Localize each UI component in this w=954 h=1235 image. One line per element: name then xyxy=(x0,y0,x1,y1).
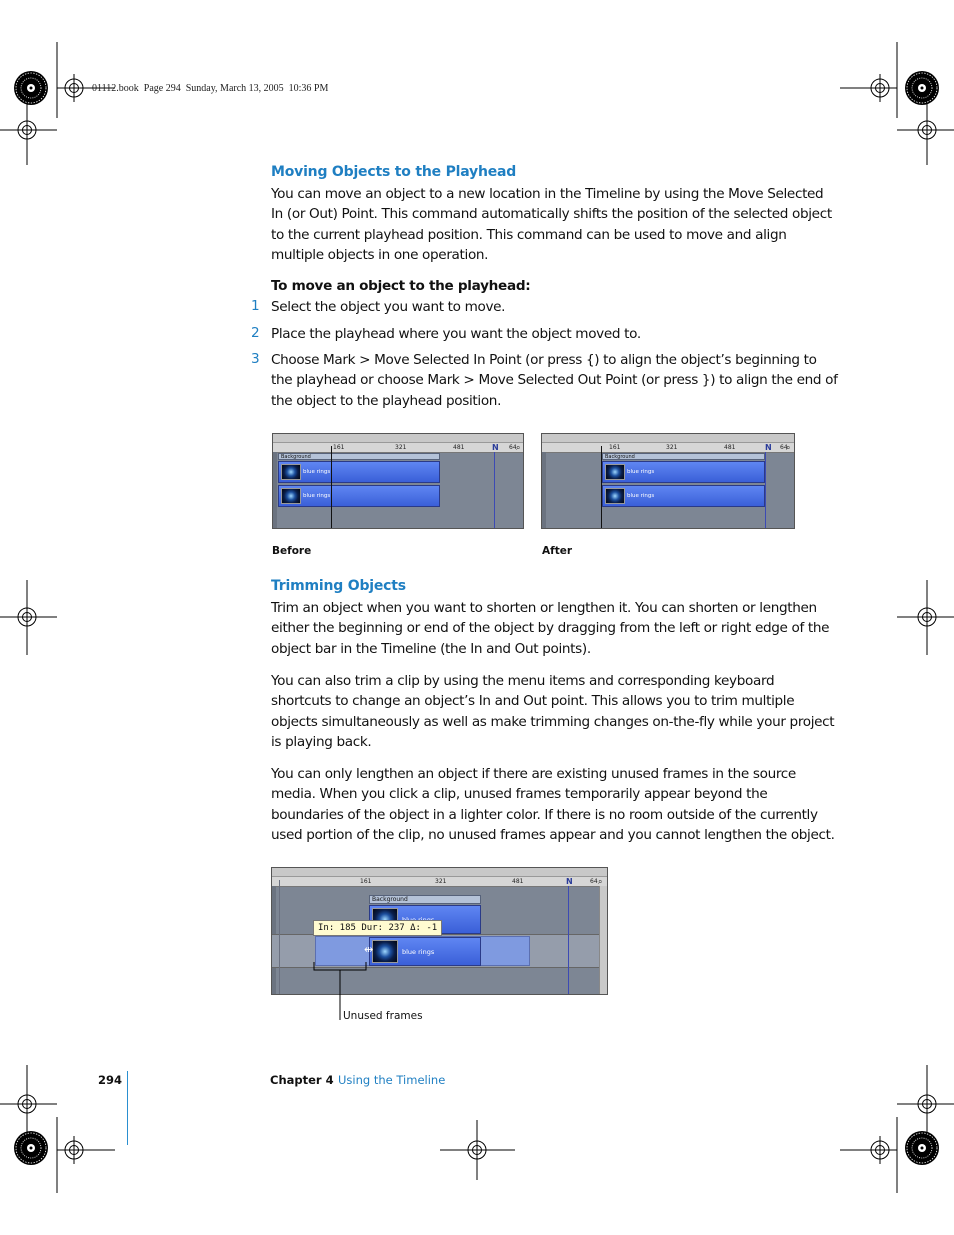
timeline-scrollbar xyxy=(599,886,607,994)
out-point-line xyxy=(765,452,766,528)
ruler-label: 481 xyxy=(724,444,736,451)
zoom-icon: ⌕ xyxy=(786,443,791,452)
ruler-label: 64 xyxy=(780,444,788,451)
timeline-ruler xyxy=(272,877,607,887)
ruler-label: 64 xyxy=(509,444,517,451)
text-line: You can only lengthen an object if there are existing unused frames in the source xyxy=(271,766,796,782)
timeline-toolbar xyxy=(273,434,523,443)
ruler-label: 321 xyxy=(435,878,447,885)
page-number: 294 xyxy=(98,1073,123,1087)
step-number: 3 xyxy=(251,351,260,367)
object-bar xyxy=(602,461,765,483)
clip-thumbnail xyxy=(605,464,625,480)
group-bar: Background xyxy=(602,453,765,460)
object-bar-label: blue rings xyxy=(303,493,331,499)
playhead-line xyxy=(331,446,332,528)
object-bar xyxy=(369,937,481,966)
step-number: 1 xyxy=(251,298,260,314)
timeline-sidebar xyxy=(542,452,546,528)
text-line: You can move an object to a new location in the Timeline by using the Move Selected xyxy=(271,186,824,202)
text-line: object bar in the Timeline (the In and Out points). xyxy=(271,640,591,657)
ruler-label: 321 xyxy=(666,444,678,451)
section-heading-moving-objects: Moving Objects to the Playhead xyxy=(271,164,517,180)
object-bar xyxy=(278,461,440,483)
text-line: the playhead or choose Mark > Move Selected Out Point (or press }) to align the end of xyxy=(271,372,838,389)
timeline-sidebar xyxy=(273,452,277,528)
task-title: To move an object to the playhead: xyxy=(271,278,531,294)
text-line: multiple objects in one operation. xyxy=(271,246,489,263)
zoom-icon: ⌕ xyxy=(598,877,603,886)
group-bar: Background xyxy=(278,453,440,460)
section2-paragraph-1 xyxy=(271,598,841,659)
text-line: In (or Out) Point. This command automatically shifts the position of the selected object xyxy=(271,206,832,223)
text-line: objects simultaneously as well as make trimming changes on-the-fly while your project xyxy=(271,713,835,730)
text-line: the object to the playhead position. xyxy=(271,392,502,409)
text-line: Place the playhead where you want the object moved to. xyxy=(271,326,641,342)
text-line: shortcuts to change an object’s In and Out point. This allows you to trim multiple xyxy=(271,693,795,710)
ruler-label: 161 xyxy=(333,444,345,451)
ruler-label: 481 xyxy=(512,878,524,885)
out-point-line xyxy=(494,452,495,528)
text-line: media. When you click a clip, unused frames temporarily appear beyond the xyxy=(271,786,768,803)
text-line: used portion of the clip, no unused frames appear and you cannot lengthen the object. xyxy=(271,826,835,843)
section2-paragraph-2 xyxy=(271,671,841,752)
text-line: Select the object you want to move. xyxy=(271,299,506,315)
object-bar xyxy=(278,485,440,507)
ruler-label: 161 xyxy=(609,444,621,451)
ruler-label: 161 xyxy=(360,878,372,885)
text-line: You can also trim a clip by using the menu items and corresponding keyboard xyxy=(271,673,775,689)
text-line: boundaries of the object in a lighter color. If there is no room outside of the currently xyxy=(271,806,818,823)
timeline-ruler xyxy=(542,443,794,453)
timeline-toolbar xyxy=(542,434,794,443)
timeline-screenshot-before xyxy=(272,433,524,529)
out-point-line xyxy=(568,886,569,994)
trim-cursor-icon: ⇹ xyxy=(364,944,374,956)
figure-caption-before: Before xyxy=(272,545,312,557)
figure-caption-after: After xyxy=(542,545,573,557)
footer-chapter: Chapter 4 xyxy=(270,1073,334,1087)
out-marker-icon: N xyxy=(765,443,772,452)
timeline-toolbar xyxy=(272,868,607,877)
object-bar-label: blue rings xyxy=(627,469,655,475)
playhead-line xyxy=(601,446,602,528)
object-bar-label: blue rings xyxy=(402,947,435,956)
clip-thumbnail xyxy=(372,940,398,963)
step-text xyxy=(271,324,841,344)
timeline-ruler xyxy=(273,443,523,453)
object-bar-label: blue rings xyxy=(303,469,331,475)
text-line: is playing back. xyxy=(271,733,372,750)
text-line: to the current playhead position. This command can be used to move and align xyxy=(271,226,787,243)
group-bar: Background xyxy=(369,895,481,904)
object-bar-label: blue rings xyxy=(627,493,655,499)
out-marker-icon: N xyxy=(566,877,573,886)
playhead-line xyxy=(279,880,280,994)
printer-slug: 01112.book Page 294 Sunday, March 13, 2005 10:36 PM xyxy=(92,83,329,94)
out-marker-icon: N xyxy=(492,443,499,452)
clip-thumbnail xyxy=(605,488,625,504)
step-text xyxy=(271,350,841,411)
trim-tooltip: In: 185 Dur: 237 Δ: -1 xyxy=(313,920,442,936)
section1-paragraph xyxy=(271,184,841,265)
footer-chapter-title: Using the Timeline xyxy=(338,1073,446,1087)
section-heading-trimming-objects: Trimming Objects xyxy=(271,578,406,594)
callout-unused-frames: Unused frames xyxy=(343,1010,423,1022)
ruler-label: 64 xyxy=(590,878,598,885)
ruler-label: 481 xyxy=(453,444,465,451)
zoom-icon: ⌕ xyxy=(516,443,521,452)
footer-rule xyxy=(127,1071,128,1145)
step-number: 2 xyxy=(251,325,260,341)
clip-thumbnail xyxy=(281,488,301,504)
section2-paragraph-3 xyxy=(271,764,841,845)
ruler-label: 321 xyxy=(395,444,407,451)
clip-thumbnail xyxy=(281,464,301,480)
text-line: Trim an object when you want to shorten or lengthen it. You can shorten or lengthen xyxy=(271,600,817,616)
timeline-screenshot-after xyxy=(541,433,795,529)
text-line: Choose Mark > Move Selected In Point (or press {) to align the object’s beginning to xyxy=(271,352,817,368)
text-line: either the beginning or end of the object by dragging from the left or right edge of the xyxy=(271,620,830,637)
step-text xyxy=(271,297,841,317)
object-bar xyxy=(602,485,765,507)
